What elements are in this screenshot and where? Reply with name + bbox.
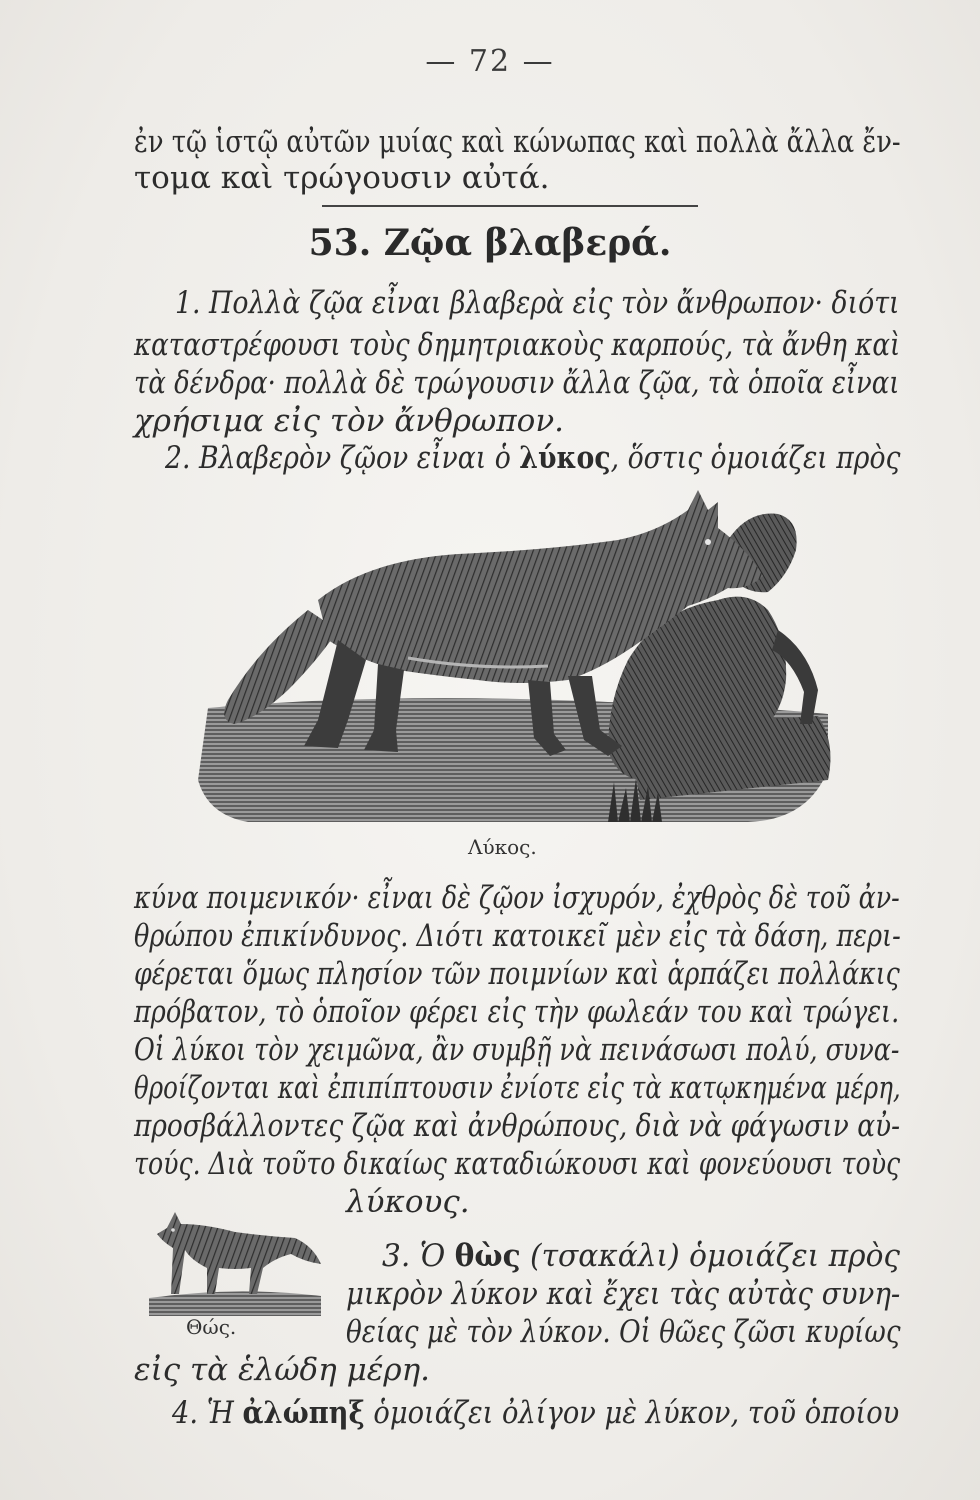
- text-line: ἐν τῷ ἱστῷ αὐτῶν μυίας καὶ κώνωπας καὶ πολλὰ ἄλλα ἔν-: [134, 124, 901, 160]
- text-line: προσβάλλοντες ζῷα καὶ ἀνθρώπους, διὰ νὰ φάγωσιν αὐ-: [134, 1108, 901, 1144]
- page-number: — 72 —: [425, 44, 555, 79]
- text-run: , ὅστις ὁμοιάζει πρὸς: [610, 440, 901, 476]
- text-line: καταστρέφουσι τοὺς δημητριακοὺς καρπούς, τὰ ἄνθη καὶ: [134, 327, 901, 363]
- text-line: 1. Πολλὰ ζῷα εἶναι βλαβερὰ εἰς τὸν ἄνθρωπον· διότι: [175, 285, 900, 321]
- wolf-illustration: [188, 480, 838, 830]
- text-run: 3. Ὁ: [382, 1238, 455, 1274]
- text-line: Οἱ λύκοι τὸν χειμῶνα, ἂν συμβῇ νὰ πεινάσωσι πολύ, συνα-: [134, 1032, 900, 1068]
- jackal-caption: Θώς.: [186, 1315, 237, 1339]
- text-line: τὰ δένδρα· πολλὰ δὲ τρώγουσιν ἄλλα ζῷα, τὰ ὁποῖα εἶναι: [134, 365, 900, 401]
- section-divider: [322, 205, 698, 207]
- section-heading: 53. Ζῷα βλαβερά.: [308, 222, 672, 264]
- text-line: κύνα ποιμενικόν· εἶναι δὲ ζῷον ἰσχυρόν, ἐχθρὸς δὲ τοῦ ἀν-: [134, 880, 900, 916]
- keyword-jackal: θὼς: [454, 1238, 521, 1274]
- text-run: (τσακάλι) ὁμοιάζει πρὸς: [520, 1238, 901, 1274]
- text-line: φέρεται ὅμως πλησίον τῶν ποιμνίων καὶ ἁρπάζει πολλάκις: [134, 956, 900, 992]
- text-line: τούς. Διὰ τοῦτο δικαίως καταδιώκουσι καὶ φονεύουσι τοὺς: [134, 1146, 901, 1182]
- text-line: [382, 1238, 900, 1274]
- keyword-fox: ἀλώπηξ: [242, 1395, 365, 1431]
- wolf-caption: Λύκος.: [468, 835, 537, 859]
- text-line: [172, 1395, 899, 1431]
- text-line: θείας μὲ τὸν λύκον. Οἱ θῶες ζῶσι κυρίως: [346, 1314, 901, 1350]
- text-line: θρώπου ἐπικίνδυνος. Διότι κατοικεῖ μὲν εἰς τὰ δάση, περι-: [134, 918, 901, 954]
- text-run: 4. Ἡ: [172, 1395, 243, 1431]
- text-line: χρήσιμα εἰς τὸν ἄνθρωπον.: [134, 403, 565, 439]
- text-line: λύκους.: [346, 1184, 470, 1220]
- text-run: 2. Βλαβερὸν ζῷον εἶναι ὁ: [165, 440, 520, 476]
- keyword-wolf: λύκος: [519, 440, 611, 476]
- text-line: πρόβατον, τὸ ὁποῖον φέρει εἰς τὴν φωλεάν του καὶ τρώγει.: [134, 994, 900, 1030]
- text-line: μικρὸν λύκον καὶ ἔχει τὰς αὐτὰς συνη-: [346, 1276, 901, 1312]
- jackal-illustration: [145, 1198, 325, 1318]
- text-line: [165, 440, 900, 476]
- text-line: εἰς τὰ ἑλώδη μέρη.: [134, 1352, 431, 1388]
- text-line: τομα καὶ τρώγουσιν αὐτά.: [134, 160, 550, 196]
- text-run: ὁμοιάζει ὀλίγον μὲ λύκον, τοῦ ὁποίου: [364, 1395, 900, 1431]
- text-line: θροίζονται καὶ ἐπιπίπτουσιν ἐνίοτε εἰς τὰ κατῳκημένα μέρη,: [134, 1070, 901, 1106]
